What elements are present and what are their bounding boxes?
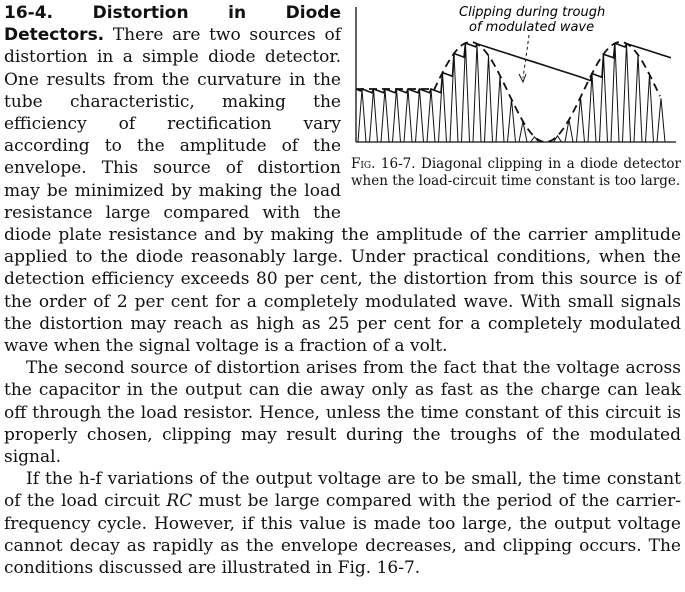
carrier-spike	[450, 54, 458, 143]
annotation-leader	[523, 35, 529, 78]
carrier-spike	[404, 89, 412, 142]
caption-label: Fig. 16-7.	[351, 156, 416, 172]
paragraph-1-text: There are two sources of distortion in a simple diode detector. One results from the curvature in the tube characteristic, making the efficiency of rectification vary according to the amplitude of the envelope. This source of distortion may be minimized by making the load resistance large compared with the diode plate resistance and by making the amplitude of the carrier amplitude applied to the diode reasonably large. Under practical conditions, when the detection efficiency exceeds 80 per cent, the distortion from this source is of the order of 2 per cent for a completely modulated wave. With small signals the distortion may reach as high as 25 per cent for a completely modulated wave when the signal voltage is a fraction of a volt.	[4, 25, 681, 357]
paragraph-3	[4, 468, 681, 579]
carrier-spike	[634, 55, 642, 142]
carrier-spike	[588, 74, 596, 142]
carrier-spike	[519, 121, 527, 142]
rc-symbol: RC	[166, 491, 193, 512]
page	[4, 2, 681, 579]
carrier-spike	[381, 89, 389, 142]
carrier-spike	[646, 75, 654, 142]
carrier-spike	[485, 56, 493, 142]
carrier-spike	[623, 44, 631, 142]
annotation-line-1: Clipping during trough	[459, 5, 606, 20]
arrow-head	[519, 74, 526, 82]
carrier-spike	[370, 89, 378, 142]
carrier-spike	[416, 89, 424, 142]
paragraph-3-text-b: must be large compared with the period of the carrier-frequency cycle. However, if this value is made too large, the output voltage cannot decay as rapidly as the envelope decreases, and clipping occurs. The conditions discussed are illustrated in Fig. 16-7.	[4, 491, 682, 579]
carrier-spike	[496, 76, 504, 142]
carrier-spike	[393, 89, 401, 142]
carrier-spike	[427, 89, 435, 142]
annotation-line-2: of modulated wave	[469, 20, 595, 35]
carrier-spike	[473, 44, 481, 142]
caption-text: Diagonal clipping in a diode detector when the load-circuit time constant is too large.	[351, 156, 681, 189]
carrier-spike	[577, 97, 585, 142]
paragraph-3-text-a: If the h-f variations of the output voltage are to be small, the time constant of the load circuit	[4, 469, 681, 512]
paragraph-2: The second source of distortion arises from the fact that the voltage across the capacitor in the output can die away only as fast as the charge can leak off through the load resistor. Hence, unless the time constant of this circuit is properly chosen, clipping may result during the troughs of the modulated signal.	[4, 358, 681, 468]
output-voltage-curve	[356, 43, 671, 93]
clipping-diagram	[351, 2, 681, 154]
carrier-spike	[462, 43, 470, 142]
figure-caption	[351, 156, 681, 190]
section-heading: 16-4. Distortion in Diode Detectors.	[4, 3, 341, 46]
carrier-spike	[508, 99, 516, 142]
carrier-spike	[600, 54, 608, 142]
carrier-spike	[657, 98, 665, 142]
figure-16-7	[351, 2, 681, 202]
carrier-spike	[358, 89, 366, 142]
